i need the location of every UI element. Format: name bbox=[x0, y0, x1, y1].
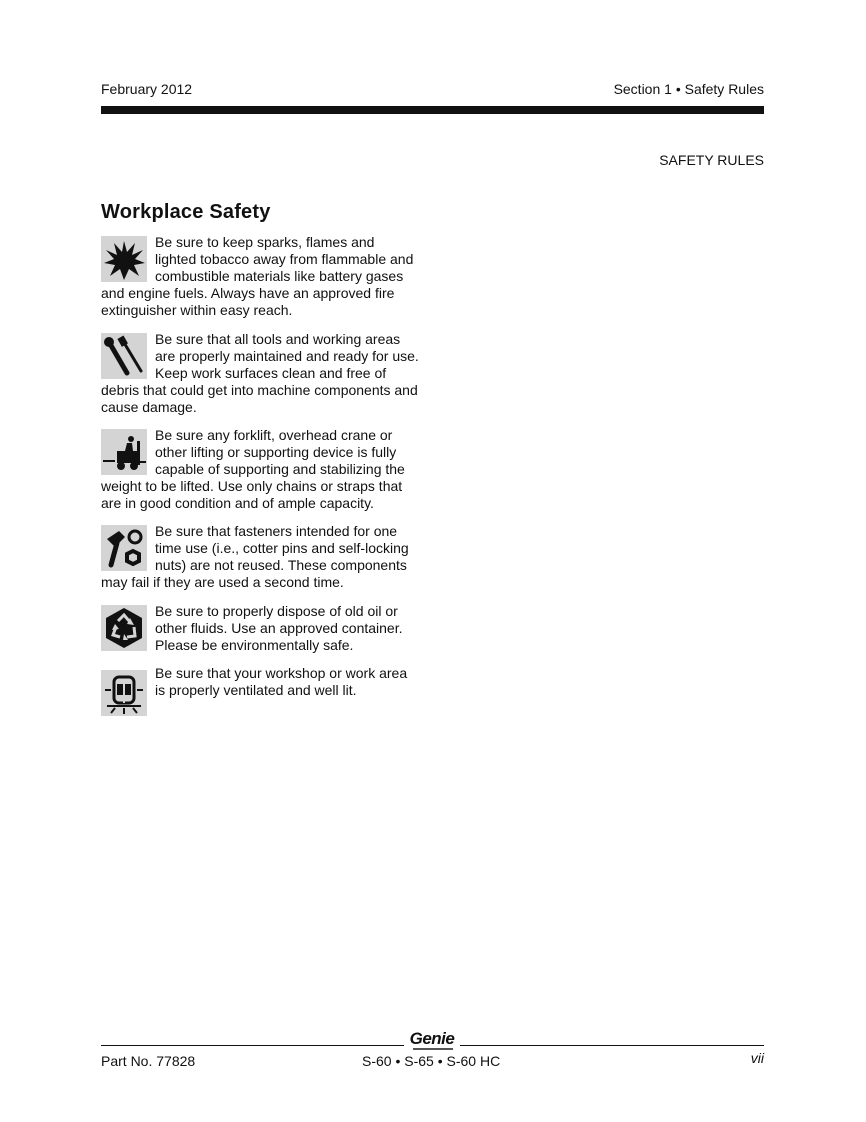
safety-rule bbox=[101, 523, 419, 591]
part-number: Part No. 77828 bbox=[101, 1053, 196, 1069]
recycle-icon bbox=[101, 605, 147, 651]
footer-divider-right bbox=[460, 1045, 764, 1046]
safety-rule-text: Be sure that fasteners intended for one time use (i.e., cotter pins and self-locking nuts) are not reused. These components may fail if they are used a second time. bbox=[101, 523, 409, 590]
safety-rule-text: Be sure to keep sparks, flames and lighted tobacco away from flammable and combustible materials like battery gases and engine fuels. Always have an approved fire extinguisher within easy reach. bbox=[101, 234, 414, 318]
fastener-icon bbox=[101, 525, 147, 571]
brand-logo-underline bbox=[413, 1048, 453, 1050]
safety-rule bbox=[101, 234, 419, 319]
page-number: vii bbox=[750, 1050, 764, 1066]
explosion-icon bbox=[101, 236, 147, 282]
forklift-icon bbox=[101, 429, 147, 475]
header-section: Section 1 • Safety Rules bbox=[613, 81, 764, 97]
footer-divider-left bbox=[101, 1045, 404, 1046]
header-divider bbox=[101, 106, 764, 114]
safety-rule bbox=[101, 331, 419, 416]
safety-rule-text: Be sure any forklift, overhead crane or other lifting or supporting device is fully capable of supporting and stabilizing the weight to be lifted. Use only chains or straps that are in good condition and of ample capacity. bbox=[101, 427, 405, 511]
header-date: February 2012 bbox=[101, 81, 193, 97]
safety-rule-text: Be sure that your workshop or work area is properly ventilated and well lit. bbox=[155, 665, 408, 698]
safety-rule bbox=[101, 427, 419, 512]
brand-logo: Genie bbox=[409, 1029, 455, 1048]
safety-rule bbox=[101, 665, 419, 716]
lamp-icon bbox=[101, 670, 147, 716]
page-title: Workplace Safety bbox=[101, 201, 271, 223]
safety-rule-text: Be sure that all tools and working areas are properly maintained and ready for use. Keep work surfaces clean and free of debris that could get into machine components and cause damage. bbox=[101, 331, 419, 415]
tools-icon bbox=[101, 333, 147, 379]
safety-rule-text: Be sure to properly dispose of old oil or other fluids. Use an approved container. Please be environmentally safe. bbox=[155, 603, 403, 653]
safety-rule bbox=[101, 603, 419, 654]
section-label: SAFETY RULES bbox=[659, 152, 764, 168]
model-list: S-60 • S-65 • S-60 HC bbox=[362, 1053, 501, 1069]
